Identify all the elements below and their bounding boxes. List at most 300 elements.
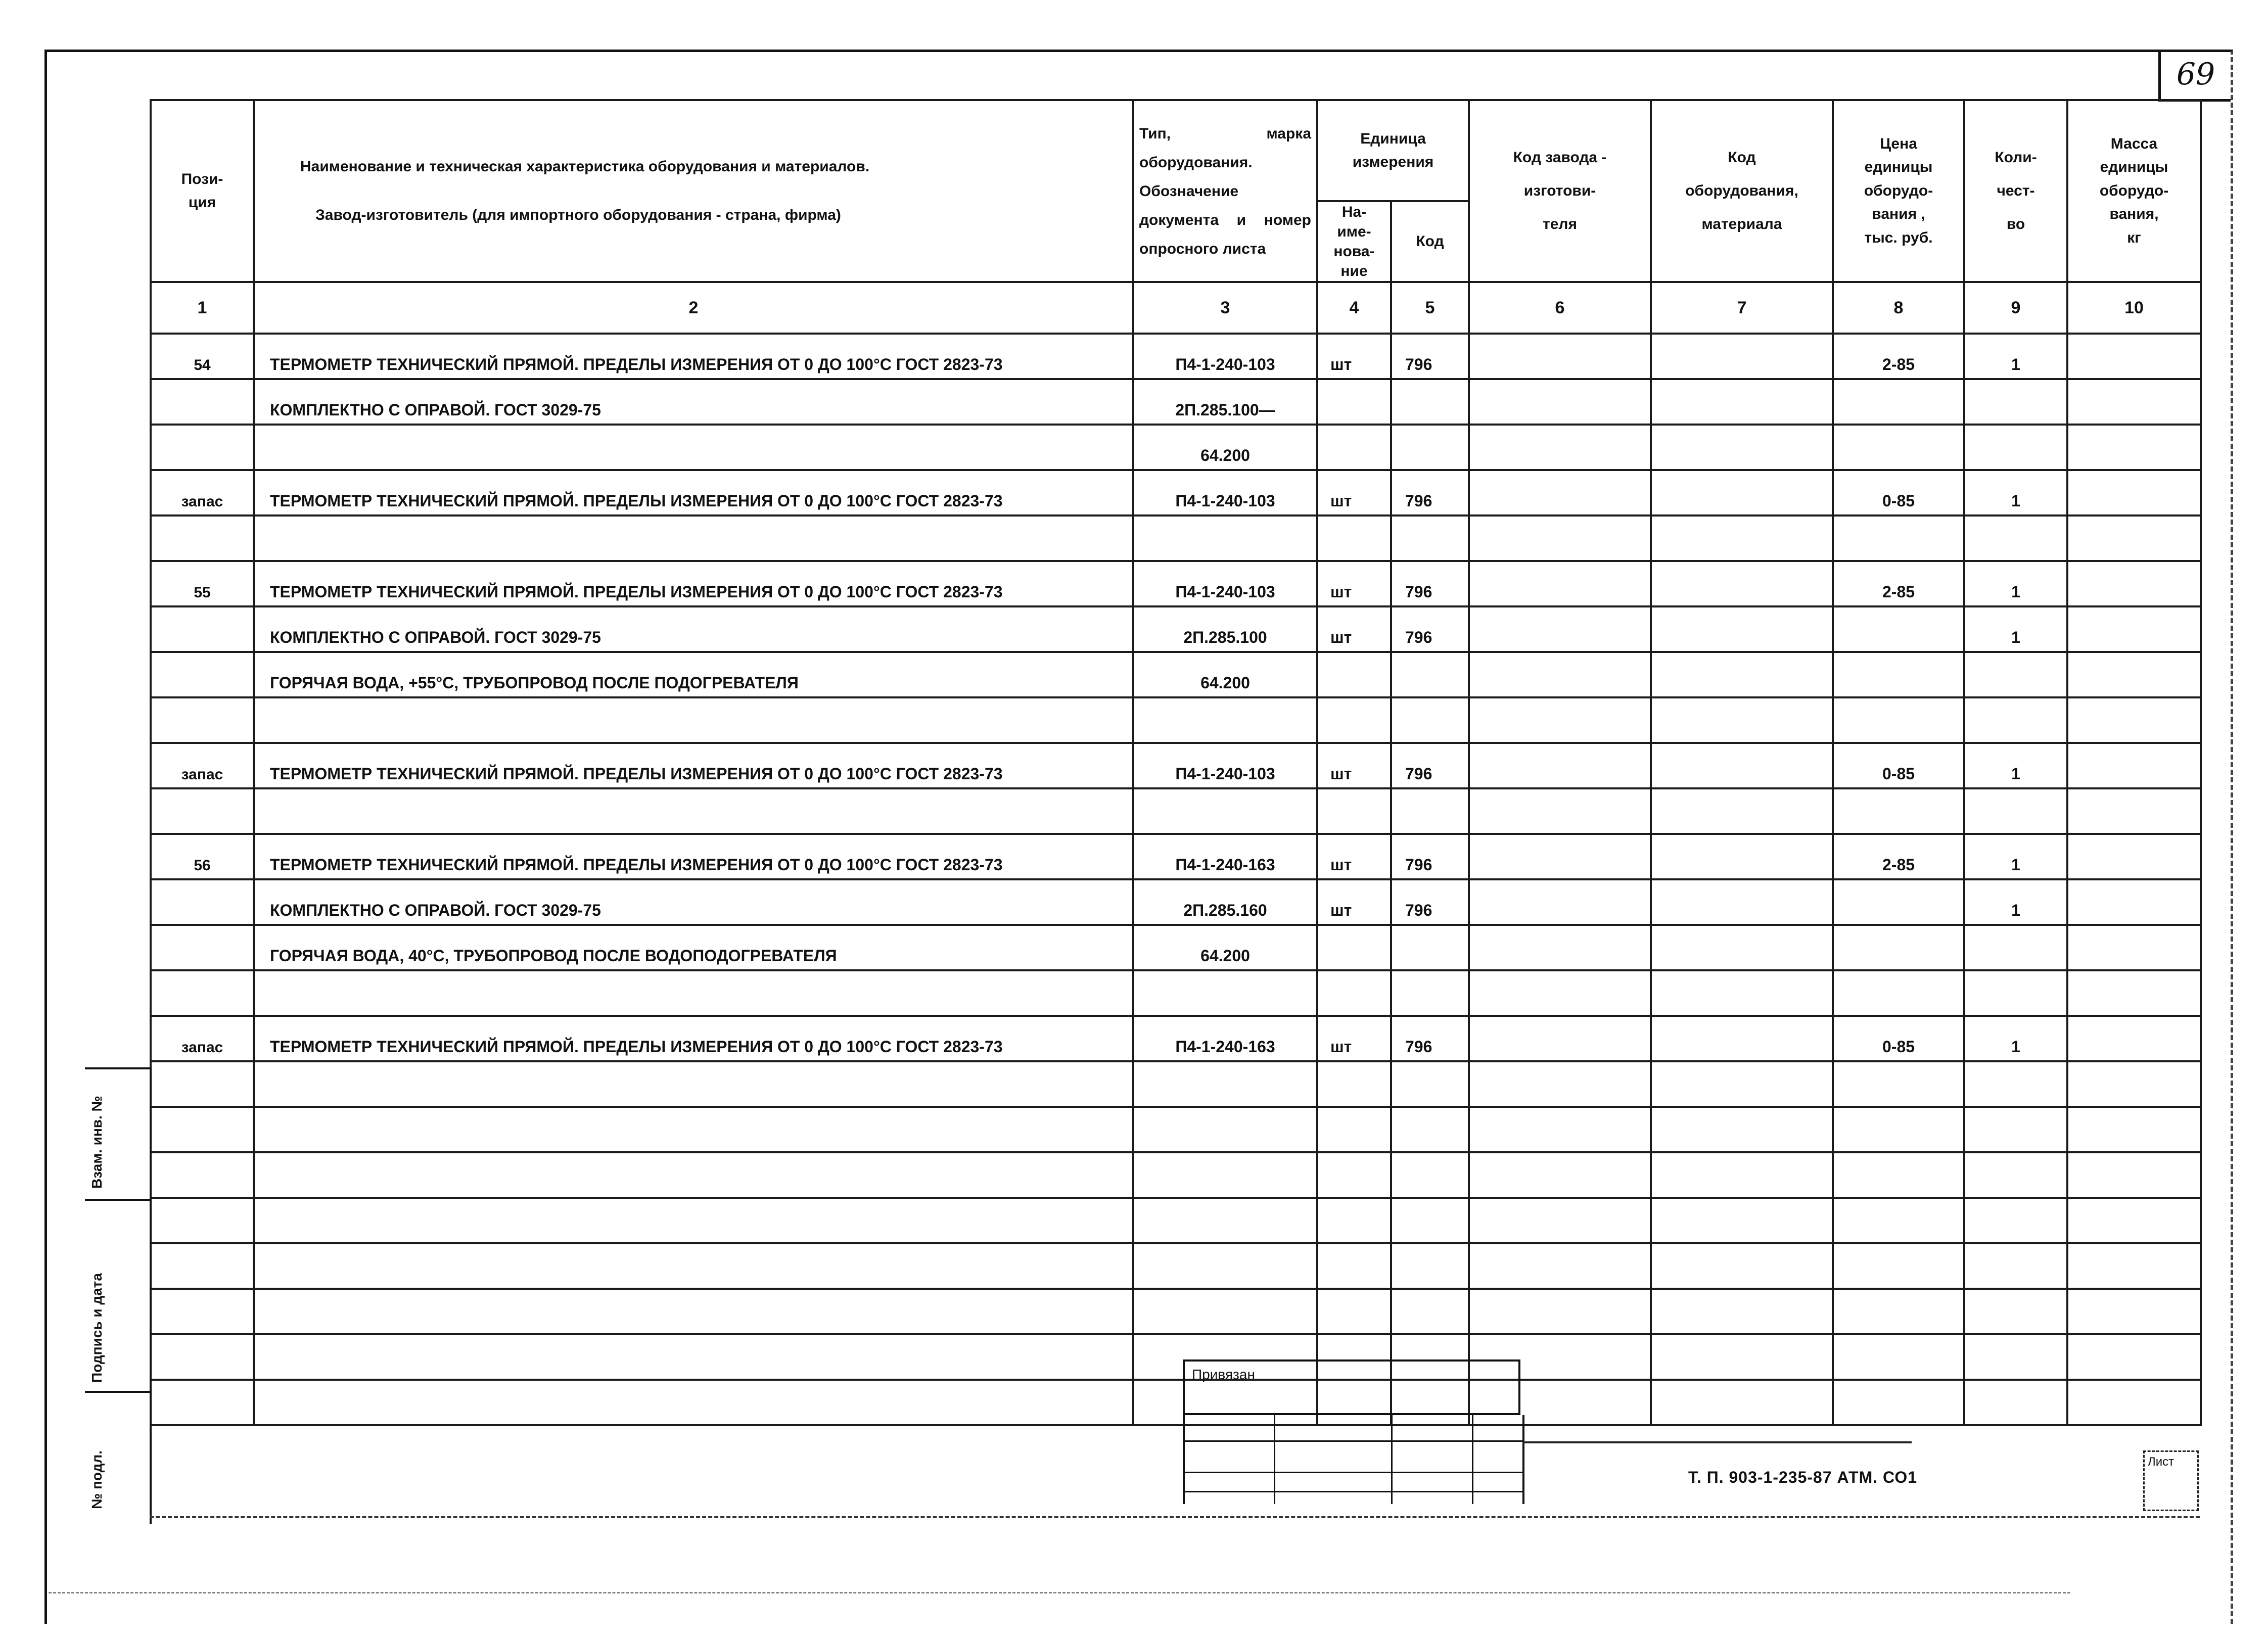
quantity-cell: 1 bbox=[1964, 561, 2067, 606]
sheet-label: Лист bbox=[2148, 1455, 2174, 1469]
plant-code-cell bbox=[1469, 1016, 1651, 1061]
price-cell bbox=[1833, 970, 1964, 1016]
position-cell bbox=[151, 879, 254, 925]
type-cell: 2П.285.160 bbox=[1133, 879, 1317, 925]
empty-cell bbox=[1133, 1289, 1317, 1334]
sheet-box bbox=[2143, 1450, 2199, 1511]
description-cell: КОМПЛЕКТНО С ОПРАВОЙ. ГОСТ 3029-75 bbox=[254, 606, 1133, 652]
equipment-code-cell bbox=[1651, 834, 1833, 879]
column-number: 4 bbox=[1317, 282, 1391, 334]
quantity-cell bbox=[1964, 697, 2067, 743]
empty-cell bbox=[254, 1380, 1133, 1425]
mass-cell bbox=[2067, 788, 2201, 834]
price-cell: 0-85 bbox=[1833, 1016, 1964, 1061]
side-label-signature: Подпись и дата bbox=[89, 1273, 105, 1383]
empty-cell bbox=[1833, 1243, 1964, 1289]
mass-cell bbox=[2067, 1016, 2201, 1061]
unit-name-cell bbox=[1317, 515, 1391, 561]
price-cell bbox=[1833, 379, 1964, 425]
price-cell: 2-85 bbox=[1833, 561, 1964, 606]
empty-cell bbox=[1391, 1152, 1469, 1198]
empty-cell bbox=[1391, 1198, 1469, 1243]
plant-code-cell bbox=[1469, 879, 1651, 925]
column-number: 6 bbox=[1469, 282, 1651, 334]
quantity-cell: 1 bbox=[1964, 834, 2067, 879]
unit-code-cell bbox=[1391, 425, 1469, 470]
type-cell: 64.200 bbox=[1133, 652, 1317, 697]
binding-grid bbox=[1183, 1415, 1524, 1504]
unit-code-cell: 796 bbox=[1391, 334, 1469, 379]
empty-cell bbox=[1133, 1198, 1317, 1243]
empty-cell bbox=[1317, 1198, 1391, 1243]
unit-code-cell: 796 bbox=[1391, 743, 1469, 788]
header-equipment-code: Код оборудования, материала bbox=[1651, 100, 1833, 282]
mass-cell bbox=[2067, 879, 2201, 925]
empty-cell bbox=[254, 1152, 1133, 1198]
quantity-cell bbox=[1964, 925, 2067, 970]
quantity-cell: 1 bbox=[1964, 606, 2067, 652]
column-number: 3 bbox=[1133, 282, 1317, 334]
side-cell-original bbox=[85, 1393, 150, 1522]
column-number: 7 bbox=[1651, 282, 1833, 334]
empty-cell bbox=[1833, 1107, 1964, 1152]
page-number: 69 bbox=[2158, 50, 2231, 102]
binding-stamp bbox=[1183, 1359, 1522, 1506]
type-cell bbox=[1133, 970, 1317, 1016]
header-manufacturer-line: Завод-изготовитель (для импортного оборудования - страна, фирма) bbox=[315, 207, 841, 223]
mass-cell bbox=[2067, 470, 2201, 515]
equipment-code-cell bbox=[1651, 879, 1833, 925]
header-name-line: Наименование и техническая характеристика оборудования и материалов. bbox=[300, 158, 870, 175]
unit-code-cell bbox=[1391, 925, 1469, 970]
empty-cell bbox=[254, 1243, 1133, 1289]
position-cell bbox=[151, 515, 254, 561]
empty-cell bbox=[151, 1334, 254, 1380]
type-cell bbox=[1133, 515, 1317, 561]
unit-code-cell: 796 bbox=[1391, 470, 1469, 515]
unit-code-cell bbox=[1391, 697, 1469, 743]
unit-name-cell: шт bbox=[1317, 879, 1391, 925]
type-cell bbox=[1133, 788, 1317, 834]
empty-cell bbox=[1651, 1243, 1833, 1289]
empty-row bbox=[151, 1380, 2201, 1425]
empty-cell bbox=[151, 1107, 254, 1152]
position-cell: 54 bbox=[151, 334, 254, 379]
price-cell bbox=[1833, 606, 1964, 652]
unit-name-cell: шт bbox=[1317, 606, 1391, 652]
empty-cell bbox=[1833, 1289, 1964, 1334]
quantity-cell bbox=[1964, 788, 2067, 834]
empty-cell bbox=[1469, 1289, 1651, 1334]
description-cell: ТЕРМОМЕТР ТЕХНИЧЕСКИЙ ПРЯМОЙ. ПРЕДЕЛЫ ИЗМЕРЕНИЯ ОТ 0 ДО 100°С ГОСТ 2823-73 bbox=[254, 334, 1133, 379]
table-body bbox=[151, 334, 2201, 1425]
empty-cell bbox=[1133, 1152, 1317, 1198]
equipment-code-cell bbox=[1651, 743, 1833, 788]
quantity-cell bbox=[1964, 515, 2067, 561]
type-cell: 64.200 bbox=[1133, 925, 1317, 970]
description-cell: ТЕРМОМЕТР ТЕХНИЧЕСКИЙ ПРЯМОЙ. ПРЕДЕЛЫ ИЗМЕРЕНИЯ ОТ 0 ДО 100°С ГОСТ 2823-73 bbox=[254, 561, 1133, 606]
mass-cell bbox=[2067, 606, 2201, 652]
unit-code-cell bbox=[1391, 379, 1469, 425]
empty-cell bbox=[1651, 1107, 1833, 1152]
empty-cell bbox=[2067, 1380, 2201, 1425]
mass-cell bbox=[2067, 515, 2201, 561]
empty-cell bbox=[1964, 1243, 2067, 1289]
quantity-cell: 1 bbox=[1964, 334, 2067, 379]
unit-name-cell: шт bbox=[1317, 561, 1391, 606]
type-cell: П4-1-240-163 bbox=[1133, 1016, 1317, 1061]
quantity-cell bbox=[1964, 970, 2067, 1016]
mass-cell bbox=[2067, 970, 2201, 1016]
price-cell bbox=[1833, 697, 1964, 743]
table-row bbox=[151, 743, 2201, 788]
description-cell: КОМПЛЕКТНО С ОПРАВОЙ. ГОСТ 3029-75 bbox=[254, 879, 1133, 925]
empty-cell bbox=[1964, 1380, 2067, 1425]
empty-row bbox=[151, 1152, 2201, 1198]
side-stamp-strip bbox=[85, 1067, 152, 1524]
unit-name-cell bbox=[1317, 970, 1391, 1016]
empty-cell bbox=[1964, 1061, 2067, 1107]
description-cell bbox=[254, 515, 1133, 561]
position-cell bbox=[151, 925, 254, 970]
empty-cell bbox=[1391, 1107, 1469, 1152]
description-cell bbox=[254, 697, 1133, 743]
price-cell: 0-85 bbox=[1833, 470, 1964, 515]
empty-cell bbox=[2067, 1289, 2201, 1334]
header-unit-code: Код bbox=[1391, 201, 1469, 282]
empty-cell bbox=[1391, 1061, 1469, 1107]
position-cell bbox=[151, 970, 254, 1016]
empty-cell bbox=[1964, 1152, 2067, 1198]
empty-row bbox=[151, 1061, 2201, 1107]
unit-code-cell: 796 bbox=[1391, 834, 1469, 879]
empty-cell bbox=[1651, 1152, 1833, 1198]
empty-cell bbox=[1133, 1243, 1317, 1289]
plant-code-cell bbox=[1469, 515, 1651, 561]
price-cell: 0-85 bbox=[1833, 743, 1964, 788]
plant-code-cell bbox=[1469, 379, 1651, 425]
price-cell: 2-85 bbox=[1833, 334, 1964, 379]
header-price: Цена единицы оборудо- вания , тыс. руб. bbox=[1833, 100, 1964, 282]
table-row bbox=[151, 879, 2201, 925]
empty-cell bbox=[1964, 1334, 2067, 1380]
header-plant-code: Код завода - изготови- теля bbox=[1469, 100, 1651, 282]
empty-cell bbox=[1469, 1061, 1651, 1107]
mass-cell bbox=[2067, 652, 2201, 697]
unit-name-cell bbox=[1317, 925, 1391, 970]
position-cell: запас bbox=[151, 470, 254, 515]
table-row bbox=[151, 334, 2201, 379]
column-number-row bbox=[151, 282, 2201, 334]
empty-row bbox=[151, 1243, 2201, 1289]
mass-cell bbox=[2067, 743, 2201, 788]
equipment-code-cell bbox=[1651, 470, 1833, 515]
unit-code-cell: 796 bbox=[1391, 561, 1469, 606]
position-cell bbox=[151, 425, 254, 470]
mass-cell bbox=[2067, 379, 2201, 425]
empty-cell bbox=[1833, 1198, 1964, 1243]
column-number: 5 bbox=[1391, 282, 1469, 334]
price-cell bbox=[1833, 788, 1964, 834]
equipment-code-cell bbox=[1651, 970, 1833, 1016]
table-row bbox=[151, 652, 2201, 697]
table-row bbox=[151, 379, 2201, 425]
empty-cell bbox=[254, 1198, 1133, 1243]
empty-cell bbox=[2067, 1243, 2201, 1289]
unit-code-cell: 796 bbox=[1391, 606, 1469, 652]
empty-cell bbox=[2067, 1334, 2201, 1380]
description-cell: ТЕРМОМЕТР ТЕХНИЧЕСКИЙ ПРЯМОЙ. ПРЕДЕЛЫ ИЗМЕРЕНИЯ ОТ 0 ДО 100°С ГОСТ 2823-73 bbox=[254, 470, 1133, 515]
empty-cell bbox=[151, 1198, 254, 1243]
position-cell bbox=[151, 788, 254, 834]
position-cell: 55 bbox=[151, 561, 254, 606]
price-cell bbox=[1833, 925, 1964, 970]
column-number: 1 bbox=[151, 282, 254, 334]
plant-code-cell bbox=[1469, 425, 1651, 470]
plant-code-cell bbox=[1469, 970, 1651, 1016]
unit-code-cell bbox=[1391, 652, 1469, 697]
header-unit: Единица измерения bbox=[1317, 100, 1469, 201]
empty-cell bbox=[254, 1334, 1133, 1380]
table-header bbox=[151, 100, 2201, 334]
description-cell: ТЕРМОМЕТР ТЕХНИЧЕСКИЙ ПРЯМОЙ. ПРЕДЕЛЫ ИЗМЕРЕНИЯ ОТ 0 ДО 100°С ГОСТ 2823-73 bbox=[254, 834, 1133, 879]
empty-cell bbox=[1391, 1243, 1469, 1289]
description-cell: КОМПЛЕКТНО С ОПРАВОЙ. ГОСТ 3029-75 bbox=[254, 379, 1133, 425]
plant-code-cell bbox=[1469, 925, 1651, 970]
equipment-code-cell bbox=[1651, 788, 1833, 834]
empty-cell bbox=[1833, 1380, 1964, 1425]
type-cell: П4-1-240-103 bbox=[1133, 334, 1317, 379]
header-mass: Масса единицы оборудо- вания, кг bbox=[2067, 100, 2201, 282]
table-row bbox=[151, 970, 2201, 1016]
description-cell bbox=[254, 425, 1133, 470]
empty-row bbox=[151, 1289, 2201, 1334]
column-number: 2 bbox=[254, 282, 1133, 334]
quantity-cell: 1 bbox=[1964, 879, 2067, 925]
unit-code-cell: 796 bbox=[1391, 1016, 1469, 1061]
type-cell bbox=[1133, 697, 1317, 743]
mass-cell bbox=[2067, 561, 2201, 606]
empty-cell bbox=[1317, 1289, 1391, 1334]
unit-name-cell bbox=[1317, 379, 1391, 425]
mass-cell bbox=[2067, 925, 2201, 970]
column-number: 9 bbox=[1964, 282, 2067, 334]
table-row bbox=[151, 515, 2201, 561]
table-row bbox=[151, 606, 2201, 652]
mass-cell bbox=[2067, 697, 2201, 743]
unit-name-cell bbox=[1317, 425, 1391, 470]
empty-cell bbox=[1469, 1152, 1651, 1198]
unit-name-cell: шт bbox=[1317, 334, 1391, 379]
header-quantity: Коли- чест- во bbox=[1964, 100, 2067, 282]
plant-code-cell bbox=[1469, 561, 1651, 606]
equipment-code-cell bbox=[1651, 606, 1833, 652]
description-cell: ГОРЯЧАЯ ВОДА, +55°С, ТРУБОПРОВОД ПОСЛЕ ПОДОГРЕВАТЕЛЯ bbox=[254, 652, 1133, 697]
table-row bbox=[151, 834, 2201, 879]
table-row bbox=[151, 697, 2201, 743]
type-cell: П4-1-240-103 bbox=[1133, 470, 1317, 515]
equipment-code-cell bbox=[1651, 1016, 1833, 1061]
equipment-code-cell bbox=[1651, 425, 1833, 470]
quantity-cell bbox=[1964, 379, 2067, 425]
price-cell: 2-85 bbox=[1833, 834, 1964, 879]
empty-cell bbox=[1964, 1107, 2067, 1152]
type-cell: П4-1-240-103 bbox=[1133, 743, 1317, 788]
equipment-code-cell bbox=[1651, 925, 1833, 970]
header-position: Пози- ция bbox=[151, 100, 254, 282]
empty-cell bbox=[151, 1152, 254, 1198]
position-cell bbox=[151, 697, 254, 743]
stamp-rule bbox=[1522, 1441, 1912, 1443]
side-cell-signature bbox=[85, 1201, 150, 1393]
position-cell: 56 bbox=[151, 834, 254, 879]
unit-name-cell: шт bbox=[1317, 834, 1391, 879]
empty-cell bbox=[1651, 1380, 1833, 1425]
plant-code-cell bbox=[1469, 470, 1651, 515]
unit-name-cell bbox=[1317, 788, 1391, 834]
description-cell bbox=[254, 788, 1133, 834]
empty-row bbox=[151, 1334, 2201, 1380]
unit-name-cell bbox=[1317, 652, 1391, 697]
description-cell bbox=[254, 970, 1133, 1016]
table-row bbox=[151, 470, 2201, 515]
position-cell bbox=[151, 606, 254, 652]
price-cell bbox=[1833, 879, 1964, 925]
empty-cell bbox=[2067, 1107, 2201, 1152]
quantity-cell bbox=[1964, 425, 2067, 470]
header-type: Тип, марка оборудования. Обозначение документа и номер опросного листа bbox=[1133, 100, 1317, 282]
empty-cell bbox=[1964, 1198, 2067, 1243]
header-unit-name: На- име- нова- ние bbox=[1317, 201, 1391, 282]
plant-code-cell bbox=[1469, 334, 1651, 379]
plant-code-cell bbox=[1469, 652, 1651, 697]
empty-cell bbox=[1651, 1061, 1833, 1107]
empty-cell bbox=[1651, 1289, 1833, 1334]
empty-cell bbox=[1469, 1243, 1651, 1289]
side-cell-replacement bbox=[85, 1069, 150, 1201]
empty-cell bbox=[254, 1107, 1133, 1152]
quantity-cell: 1 bbox=[1964, 743, 2067, 788]
table-row bbox=[151, 425, 2201, 470]
empty-cell bbox=[1133, 1061, 1317, 1107]
unit-name-cell: шт bbox=[1317, 743, 1391, 788]
empty-cell bbox=[151, 1289, 254, 1334]
mass-cell bbox=[2067, 334, 2201, 379]
type-cell: П4-1-240-103 bbox=[1133, 561, 1317, 606]
empty-cell bbox=[254, 1061, 1133, 1107]
description-cell: ГОРЯЧАЯ ВОДА, 40°С, ТРУБОПРОВОД ПОСЛЕ ВОДОПОДОГРЕВАТЕЛЯ bbox=[254, 925, 1133, 970]
empty-row bbox=[151, 1198, 2201, 1243]
description-cell: ТЕРМОМЕТР ТЕХНИЧЕСКИЙ ПРЯМОЙ. ПРЕДЕЛЫ ИЗМЕРЕНИЯ ОТ 0 ДО 100°С ГОСТ 2823-73 bbox=[254, 743, 1133, 788]
bottom-trim-line bbox=[150, 1516, 2200, 1518]
type-cell: 64.200 bbox=[1133, 425, 1317, 470]
empty-cell bbox=[1833, 1152, 1964, 1198]
table-row bbox=[151, 1016, 2201, 1061]
plant-code-cell bbox=[1469, 743, 1651, 788]
empty-cell bbox=[1317, 1061, 1391, 1107]
empty-cell bbox=[1391, 1289, 1469, 1334]
side-label-replacement: Взам. инв. № bbox=[89, 1096, 105, 1189]
empty-cell bbox=[1964, 1289, 2067, 1334]
equipment-code-cell bbox=[1651, 561, 1833, 606]
bottom-margin-line bbox=[49, 1592, 2070, 1593]
empty-cell bbox=[1833, 1061, 1964, 1107]
table-row bbox=[151, 788, 2201, 834]
unit-name-cell bbox=[1317, 697, 1391, 743]
position-cell bbox=[151, 379, 254, 425]
equipment-code-cell bbox=[1651, 652, 1833, 697]
unit-code-cell bbox=[1391, 515, 1469, 561]
column-number: 10 bbox=[2067, 282, 2201, 334]
header-name bbox=[254, 100, 1133, 282]
quantity-cell: 1 bbox=[1964, 1016, 2067, 1061]
column-number: 8 bbox=[1833, 282, 1964, 334]
plant-code-cell bbox=[1469, 606, 1651, 652]
specification-table bbox=[150, 99, 2202, 1426]
table-row bbox=[151, 925, 2201, 970]
empty-row bbox=[151, 1107, 2201, 1152]
unit-code-cell bbox=[1391, 788, 1469, 834]
equipment-code-cell bbox=[1651, 515, 1833, 561]
plant-code-cell bbox=[1469, 834, 1651, 879]
position-cell: запас bbox=[151, 1016, 254, 1061]
empty-cell bbox=[1133, 1107, 1317, 1152]
equipment-code-cell bbox=[1651, 334, 1833, 379]
unit-name-cell: шт bbox=[1317, 470, 1391, 515]
position-cell: запас bbox=[151, 743, 254, 788]
price-cell bbox=[1833, 425, 1964, 470]
table-row bbox=[151, 561, 2201, 606]
empty-cell bbox=[1317, 1152, 1391, 1198]
binding-title: Привязан bbox=[1183, 1359, 1520, 1415]
plant-code-cell bbox=[1469, 697, 1651, 743]
type-cell: П4-1-240-163 bbox=[1133, 834, 1317, 879]
side-label-original: № подл. bbox=[89, 1450, 105, 1509]
position-cell bbox=[151, 652, 254, 697]
description-cell: ТЕРМОМЕТР ТЕХНИЧЕСКИЙ ПРЯМОЙ. ПРЕДЕЛЫ ИЗМЕРЕНИЯ ОТ 0 ДО 100°С ГОСТ 2823-73 bbox=[254, 1016, 1133, 1061]
unit-code-cell: 796 bbox=[1391, 879, 1469, 925]
type-cell: 2П.285.100 bbox=[1133, 606, 1317, 652]
empty-cell bbox=[1469, 1107, 1651, 1152]
quantity-cell bbox=[1964, 652, 2067, 697]
empty-cell bbox=[151, 1380, 254, 1425]
empty-cell bbox=[254, 1289, 1133, 1334]
mass-cell bbox=[2067, 834, 2201, 879]
empty-cell bbox=[2067, 1198, 2201, 1243]
unit-name-cell: шт bbox=[1317, 1016, 1391, 1061]
empty-cell bbox=[151, 1243, 254, 1289]
equipment-code-cell bbox=[1651, 697, 1833, 743]
empty-cell bbox=[1317, 1107, 1391, 1152]
empty-cell bbox=[2067, 1152, 2201, 1198]
empty-cell bbox=[1651, 1198, 1833, 1243]
empty-cell bbox=[151, 1061, 254, 1107]
document-code: Т. П. 903-1-235-87 АТМ. СО1 bbox=[1688, 1468, 1918, 1486]
price-cell bbox=[1833, 652, 1964, 697]
empty-cell bbox=[2067, 1061, 2201, 1107]
empty-cell bbox=[1469, 1198, 1651, 1243]
empty-cell bbox=[1833, 1334, 1964, 1380]
mass-cell bbox=[2067, 425, 2201, 470]
empty-cell bbox=[1651, 1334, 1833, 1380]
equipment-code-cell bbox=[1651, 379, 1833, 425]
plant-code-cell bbox=[1469, 788, 1651, 834]
type-cell: 2П.285.100— bbox=[1133, 379, 1317, 425]
quantity-cell: 1 bbox=[1964, 470, 2067, 515]
unit-code-cell bbox=[1391, 970, 1469, 1016]
price-cell bbox=[1833, 515, 1964, 561]
empty-cell bbox=[1317, 1243, 1391, 1289]
